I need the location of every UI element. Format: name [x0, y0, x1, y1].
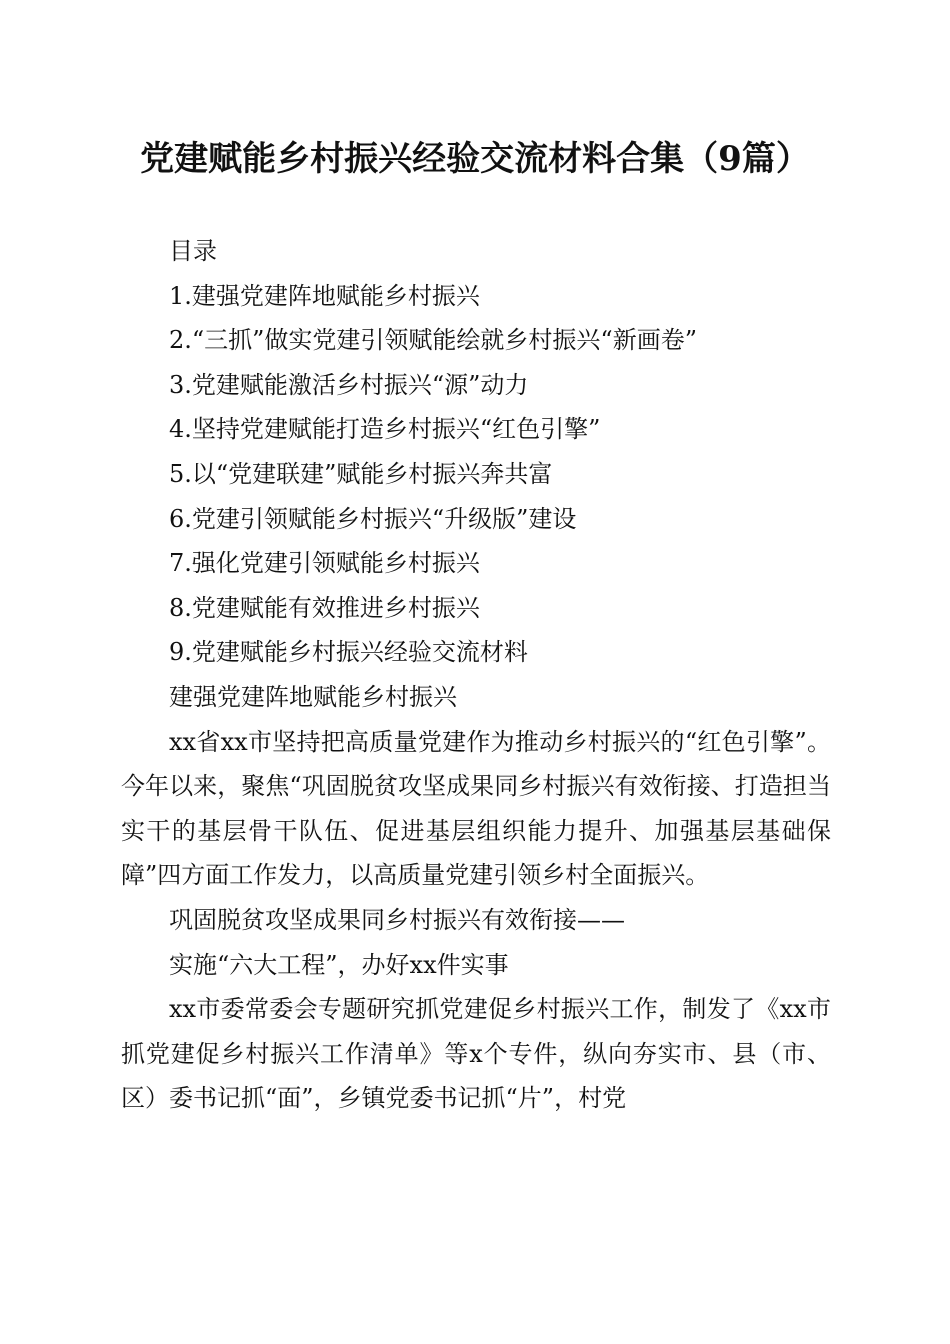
toc-item: 4.坚持党建赋能打造乡村振兴“红色引擎”	[169, 415, 601, 444]
section-subheading: 实施“六大工程”，办好xx件实事	[169, 950, 509, 979]
toc-item: 7.强化党建引领赋能乡村振兴	[169, 549, 480, 578]
article-intro-paragraph: xx省xx市坚持把高质量党建作为推动乡村振兴的“红色引擎”。今年以来，聚焦“巩固脱贫攻坚成果同乡村振兴有效衔接、打造担当实干的基层骨干队伍、促进基层组织能力提升、加强基层基础保障”四方面工作发力，以高质量党建引领乡村全面振兴。	[121, 727, 831, 890]
toc-heading: 目录	[169, 237, 217, 265]
toc-item: 6.党建引领赋能乡村振兴“升级版”建设	[169, 504, 577, 533]
document-body	[121, 229, 831, 1121]
toc-item: 9.党建赋能乡村振兴经验交流材料	[169, 638, 528, 667]
toc-item: 5.以“党建联建”赋能乡村振兴奔共富	[169, 459, 553, 488]
document-title: 党建赋能乡村振兴经验交流材料合集（9篇）	[140, 139, 810, 179]
toc-item: 2.“三抓”做实党建引领赋能绘就乡村振兴“新画卷”	[169, 326, 697, 355]
toc-item: 1.建强党建阵地赋能乡村振兴	[169, 281, 480, 310]
toc-item: 8.党建赋能有效推进乡村振兴	[169, 593, 480, 622]
article-heading: 建强党建阵地赋能乡村振兴	[169, 682, 457, 711]
section-heading: 巩固脱贫攻坚成果同乡村振兴有效衔接——	[169, 905, 625, 934]
toc-item: 3.党建赋能激活乡村振兴“源”动力	[169, 370, 529, 399]
section-paragraph: xx市委常委会专题研究抓党建促乡村振兴工作，制发了《xx市抓党建促乡村振兴工作清单》等x个专件，纵向夯实市、县（市、区）委书记抓“面”，乡镇党委书记抓“片”，村党	[121, 995, 831, 1113]
